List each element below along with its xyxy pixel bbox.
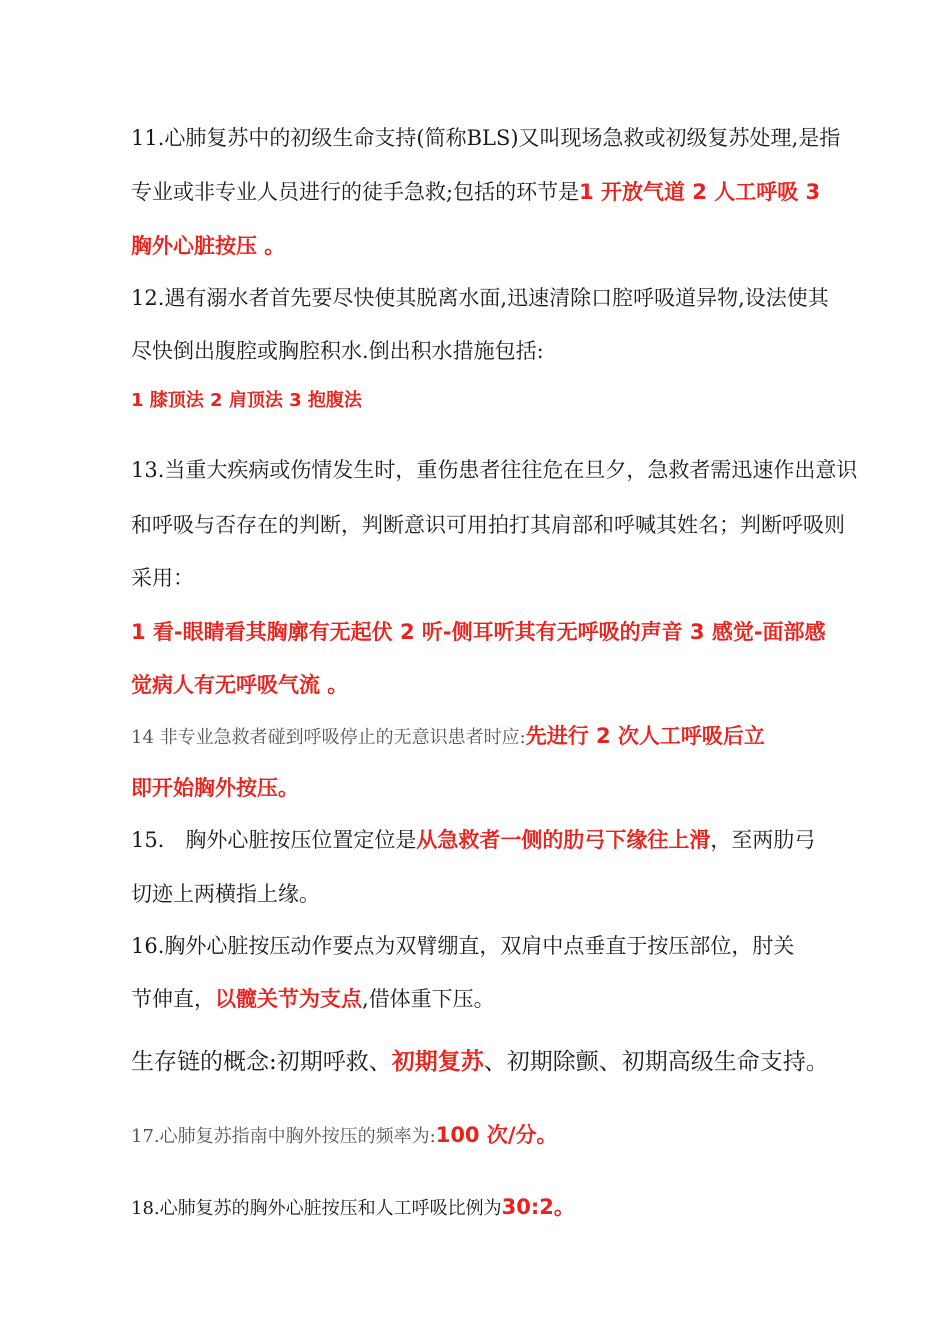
q16-text-2: ,借体重下压。 [362,987,495,1011]
q16-answer: 以髋关节为支点 [215,987,362,1011]
q18-line [131,1193,575,1223]
q15-text-1: 15． 胸外心脏按压位置定位是 [131,828,417,852]
q15-text-2: ，至两肋弓 [710,828,816,852]
q16-line-2 [131,985,495,1013]
q11-line-2 [131,178,820,206]
q11-text-2: 专业或非专业人员进行的徒手急救;包括的环节是 [131,180,580,204]
q16-line-1: 16.胸外心脏按压动作要点为双臂绷直，双肩中点垂直于按压部位，肘关 [131,934,795,958]
q18-question: 18.心肺复苏的胸外心脏按压和人工呼吸比例为 [131,1198,502,1219]
q17-question: 17.心肺复苏指南中胸外按压的频率为: [131,1126,436,1147]
q11-line-1 [131,124,840,152]
q13-line-1: 13.当重大疾病或伤情发生时，重伤患者往往危在旦夕，急救者需迅速作出意识 [131,458,858,482]
q12-line-2: 尽快倒出腹腔或胸腔积水.倒出积水措施包括: [131,339,544,363]
chain-text-1: 生存链的概念:初期呼救、 [131,1049,392,1075]
q12-answer: 1 膝顶法 2 肩顶法 3 抱腹法 [131,390,362,411]
q11-answer-part-1: 1 开放气道 2 人工呼吸 3 [579,180,821,204]
q13-line-2: 和呼吸与否存在的判断，判断意识可用拍打其肩部和呼喊其姓名；判断呼吸则 [131,513,845,537]
q15-line-2: 切迹上两横指上缘。 [131,882,320,906]
q16-text-1: 节伸直， [131,987,215,1011]
q14-answer-2: 即开始胸外按压。 [131,776,299,800]
q17-line [131,1121,558,1151]
q11-answer-part-2: 胸外心脏按压 。 [131,234,286,258]
q18-answer: 30:2。 [501,1195,575,1219]
chain-of-survival-line [131,1048,829,1076]
q15-line-1 [131,826,815,854]
q15-answer: 从急救者一侧的肋弓下缘往上滑 [416,828,711,852]
q13-line-3: 采用： [131,566,194,590]
q12-line-1: 12.遇有溺水者首先要尽快使其脱离水面,迅速清除口腔呼吸道异物,设法使其 [131,286,829,310]
q14-question: 14 非专业急救者碰到呼吸停止的无意识患者时应: [131,727,526,748]
q13-answer-2: 觉病人有无呼吸气流 。 [131,673,349,697]
q14-line-1 [131,722,765,752]
q14-answer-1: 先进行 2 次人工呼吸后立 [525,724,765,748]
q13-answer-1: 1 看-眼睛看其胸廓有无起伏 2 听-侧耳听其有无呼吸的声音 3 感觉-面部感 [131,620,826,644]
q11-text-1: 11.心肺复苏中的初级生命支持(简称BLS)又叫现场急救或初级复苏处理,是指 [131,126,841,150]
chain-text-2: 、初期除颤、初期高级生命支持。 [483,1049,829,1075]
q17-answer: 100 次/分。 [435,1123,558,1147]
chain-answer: 初期复苏 [391,1049,484,1075]
